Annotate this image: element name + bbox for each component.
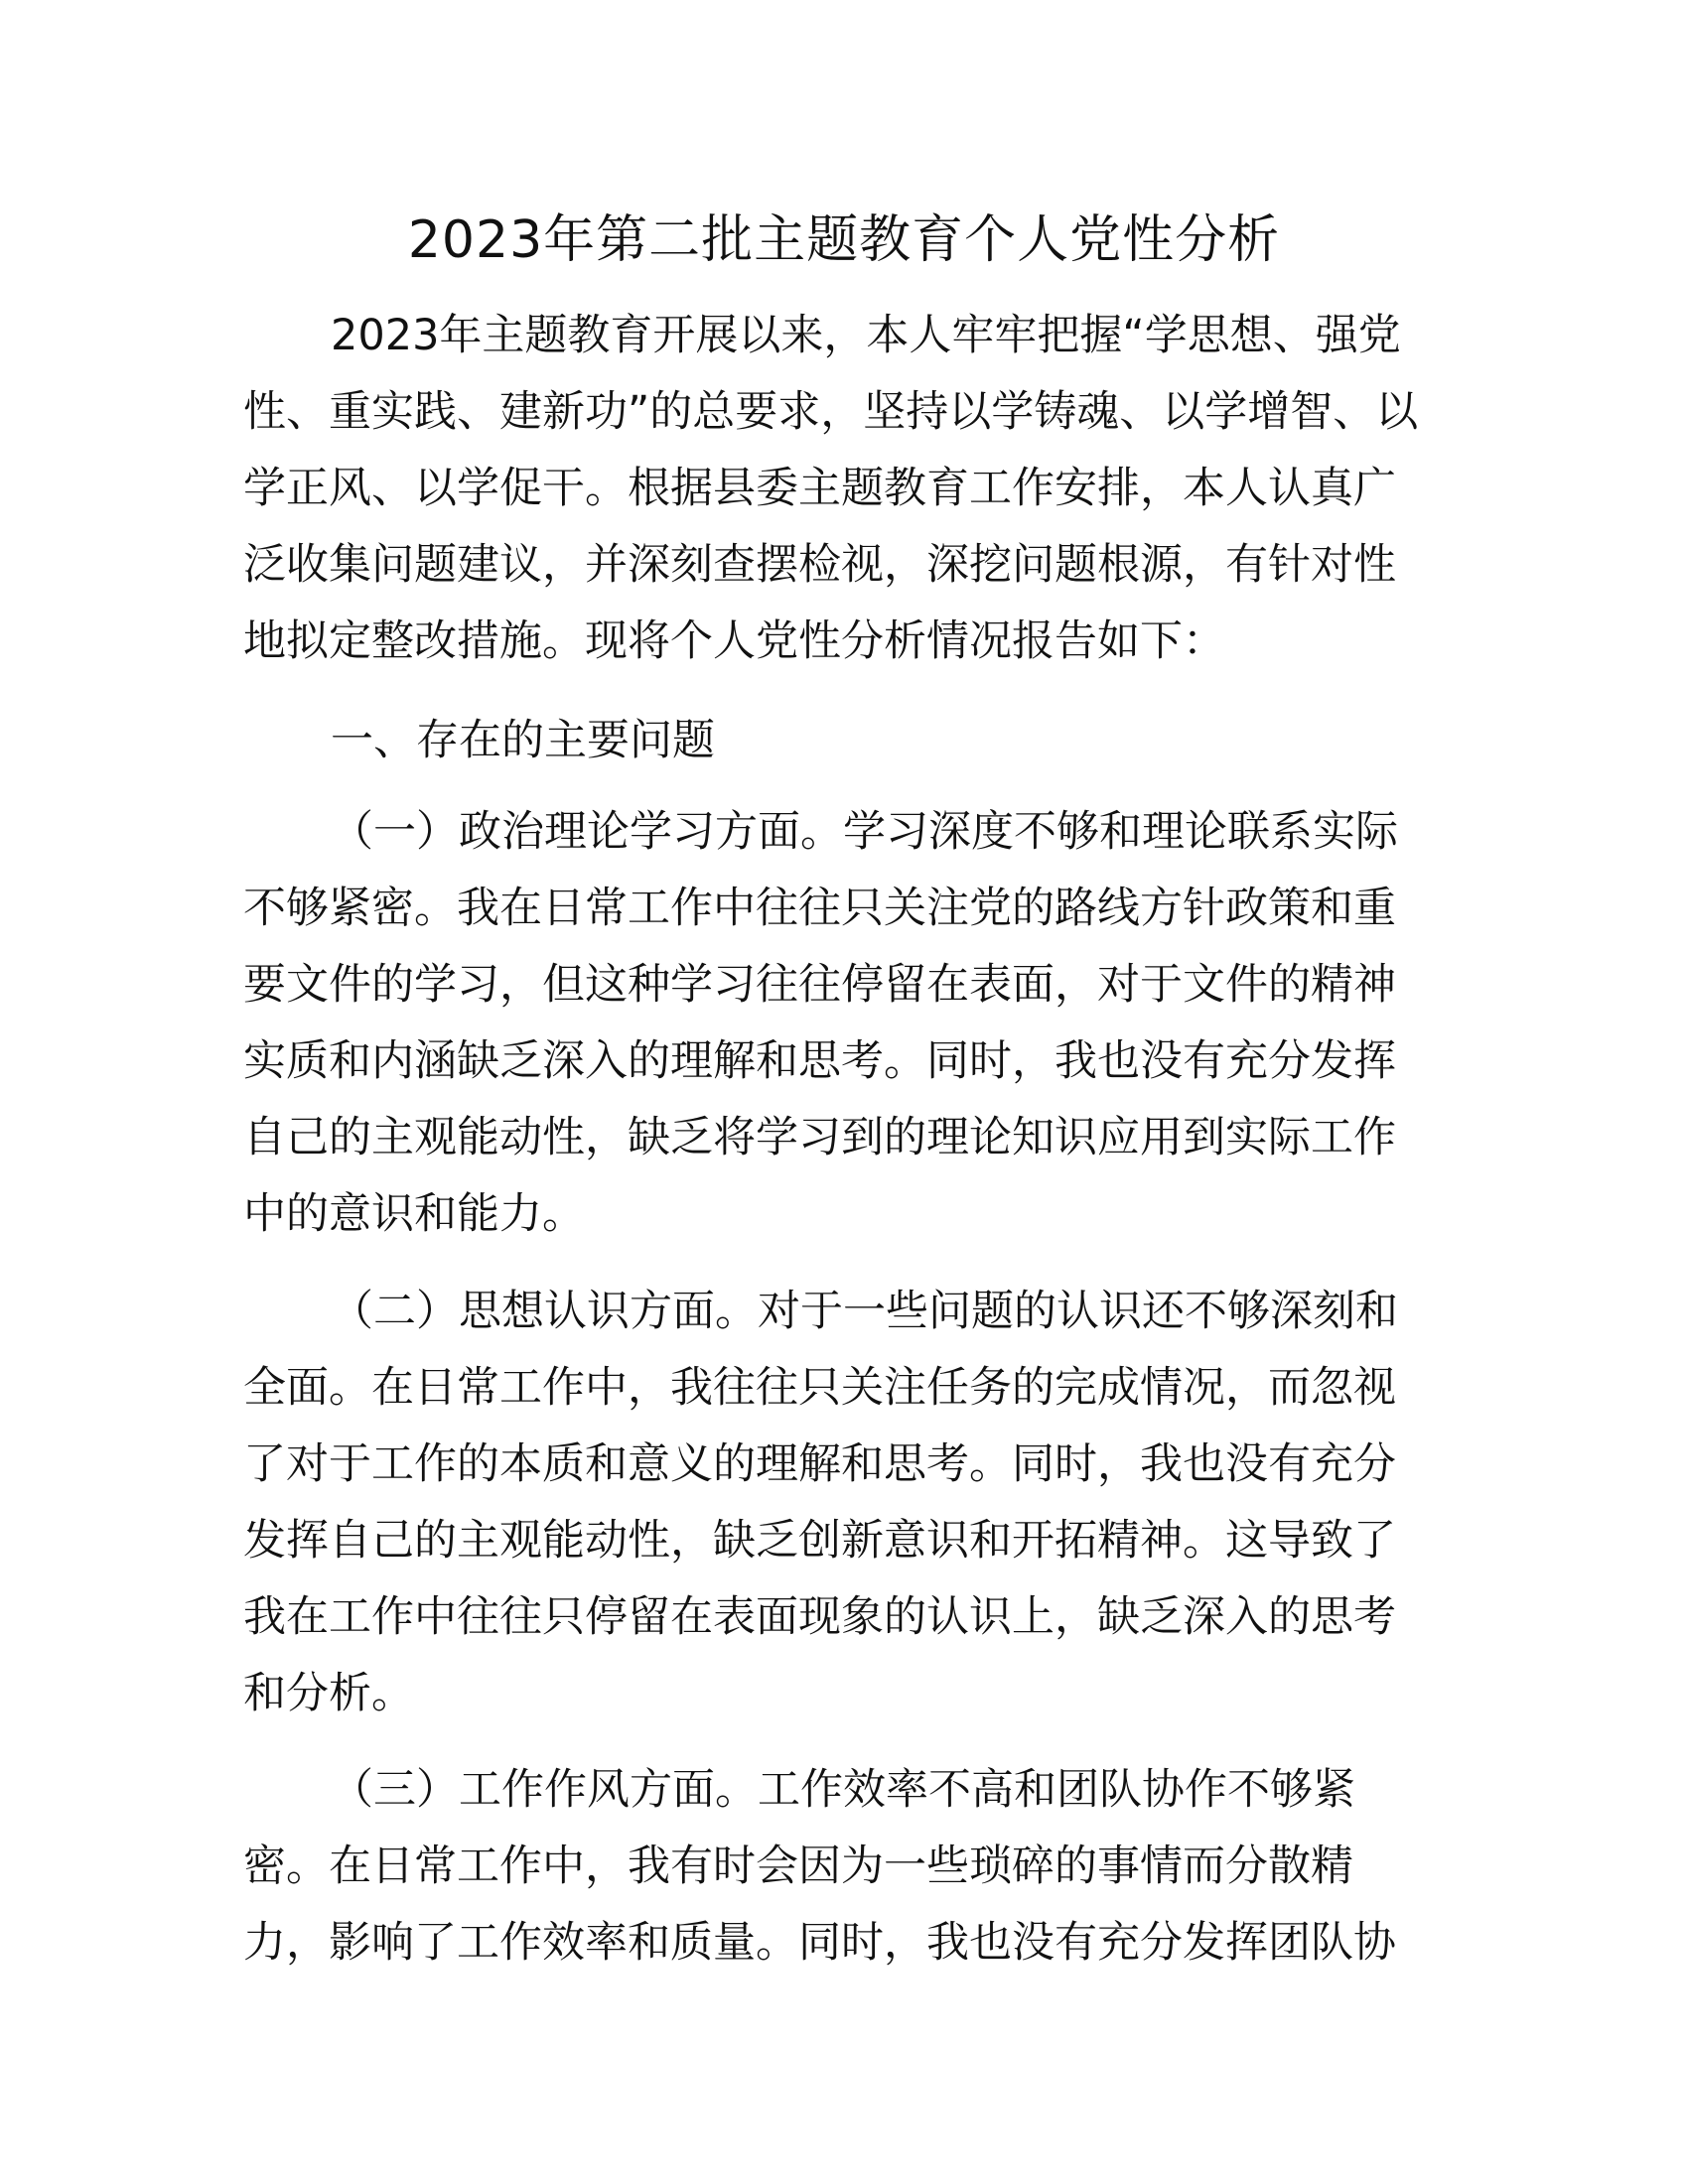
intro-paragraph: 2023年主题教育开展以来，本人牢牢把握“学思想、强党性、重实践、建新功”的总要求，坚持以学铸魂、以学增智、以学正风、以学促干。根据县委主题教育工作安排，本人认真广泛收集问题建议，并深刻查摆检视，深挖问题根源，有针对性地拟定整改措施。现将个人党性分析情况报告如下：	[243, 311, 1419, 666]
paragraph-work-style: （三）工作作风方面。工作效率不高和团队协作不够紧密。在日常工作中，我有时会因为一些琐碎的事情而分散精力，影响了工作效率和质量。同时，我也没有充分发挥团队协	[243, 1765, 1396, 1968]
document-title: 2023年第二批主题教育个人党性分析	[407, 210, 1281, 270]
paragraph-thinking: （二）思想认识方面。对于一些问题的认识还不够深刻和全面。在日常工作中，我往往只关注任务的完成情况，而忽视了对于工作的本质和意义的理解和思考。同时，我也没有充分发挥自己的主观能动性，缺乏创新意识和开拓精神。这导致了我在工作中往往只停留在表面现象的认识上，缺乏深入的思考和分析。	[243, 1287, 1398, 1718]
paragraph-political-theory: （一）政治理论学习方面。学习深度不够和理论联系实际不够紧密。我在日常工作中往往只关注党的路线方针政策和重要文件的学习，但这种学习往往停留在表面，对于文件的精神实质和内涵缺乏深入的理解和思考。同时，我也没有充分发挥自己的主观能动性，缺乏将学习到的理论知识应用到实际工作中的意识和能力。	[243, 807, 1398, 1239]
section-heading-problems: 一、存在的主要问题	[331, 716, 715, 765]
